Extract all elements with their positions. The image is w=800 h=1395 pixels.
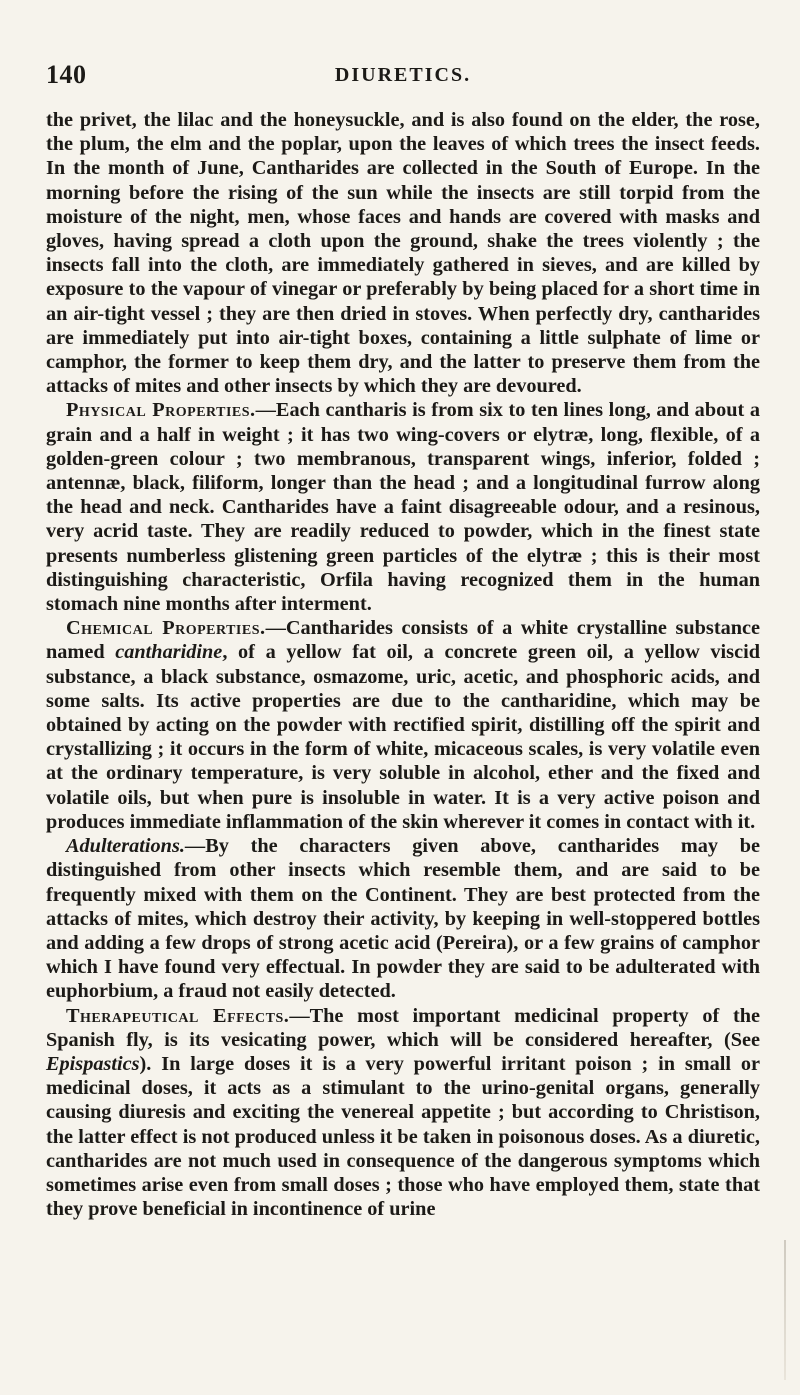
paragraph-chemical-properties (46, 616, 760, 834)
paragraph-adulterations (46, 834, 760, 1003)
page-header (46, 60, 760, 90)
section-heading-adulterations: Adulterations. (66, 835, 185, 858)
physical-properties-text: —Each cantharis is from six to ten lines long, and about a grain and a half in weight ; it has two wing-covers or elytræ, long, flexible, of a golden-green colour ; two membranous, transparent wings, inferior, folded ; antennæ, black, filiform, longer than the head ; and a longitudinal furrow along the head and neck. Cantharides have a faint disagreeable odour, and a resinous, very acrid taste. They are readily reduced to powder, which in the finest state presents numberless glistening green particles of the elytræ ; this is their most distinguishing characteristic, Orfila having recognized them in the human stomach nine months after interment. (46, 399, 760, 616)
reference-epispastics: Epispastics (46, 1052, 140, 1075)
paragraph-collection: the privet, the lilac and the honeysuckle, and is also found on the elder, the rose, the plum, the elm and the poplar, upon the leaves of which trees the insect feeds. In the month of June, Cantharides are collected in the South of Europe. In the morning before the rising of the sun while the insects are still torpid from the moisture of the night, men, whose faces and hands are covered with masks and gloves, having spread a cloth upon the ground, shake the trees violently ; the insects fall into the cloth, are immediately gathered in sieves, and are killed by exposure to the vapour of vinegar or preferably by being placed for a short time in an air-tight vessel ; they are then dried in stoves. When perfectly dry, cantharides are immediately put into air-tight boxes, containing a little sulphate of lime or camphor, the former to keep them dry, and the latter to preserve them from the attacks of mites and other insects by which they are devoured. (46, 109, 760, 398)
page-edge-shadow (784, 1240, 786, 1380)
paragraph-therapeutical-effects (46, 1004, 760, 1222)
running-head: DIURETICS. (334, 64, 472, 86)
chemical-properties-text-a: —Cantharides consists of a white crystalline substance named (46, 617, 760, 664)
section-heading-chemical-properties: Chemical Properties. (66, 617, 266, 640)
chemical-properties-text-b: , of a yellow fat oil, a concrete green oil, a yellow viscid substance, a black substance, osmazome, uric, acetic, and phosphoric acids, and some salts. Its active properties are due to the cantharidine, which may be obtained by acting on the powder with rectified spirit, distilling off the spirit and crystallizing ; it occurs in the form of white, micaceous scales, is very volatile even at the ordinary temperature, is very soluble in alcohol, ether and the fixed and volatile oils, but when pure is insoluble in water. It is a very active poison and produces immediate inflammation of the skin wherever it comes in contact with it. (46, 641, 760, 833)
therapeutical-effects-text-b: ). In large doses it is a very powerful irritant poison ; in small or medicinal doses, it acts as a stimulant to the urino-genital organs, generally causing diuresis and exciting the venereal appetite ; but according to Christison, the latter effect is not produced unless it be taken in poisonous doses. As a diuretic, cantharides are not much used in consequence of the dangerous symptoms which sometimes arise even from small doses ; those who have employed them, state that they prove beneficial in incontinence of urine (46, 1052, 760, 1221)
adulterations-text: —By the characters given above, cantharides may be distinguished from other insects which resemble them, and are said to be frequently mixed with them on the Continent. They are best protected from the attacks of mites, which destroy their activity, by keeping in well-stoppered bottles and adding a few drops of strong acetic acid (Pereira), or a few grains of camphor which I have found very effectual. In powder they are said to be adulterated with euphorbium, a fraud not easily detected. (46, 835, 760, 1003)
section-heading-physical-properties: Physical Properties. (66, 399, 256, 422)
term-cantharidine: cantharidine (115, 641, 223, 664)
paragraph-physical-properties (46, 398, 760, 616)
section-heading-therapeutical-effects: Therapeutical Effects. (66, 1004, 290, 1027)
therapeutical-effects-text-a: —The most important medicinal property of the Spanish fly, is its vesicating power, which will be considered hereafter, (See (46, 1004, 760, 1051)
page-number: 140 (46, 60, 87, 89)
body-text (46, 108, 760, 1221)
